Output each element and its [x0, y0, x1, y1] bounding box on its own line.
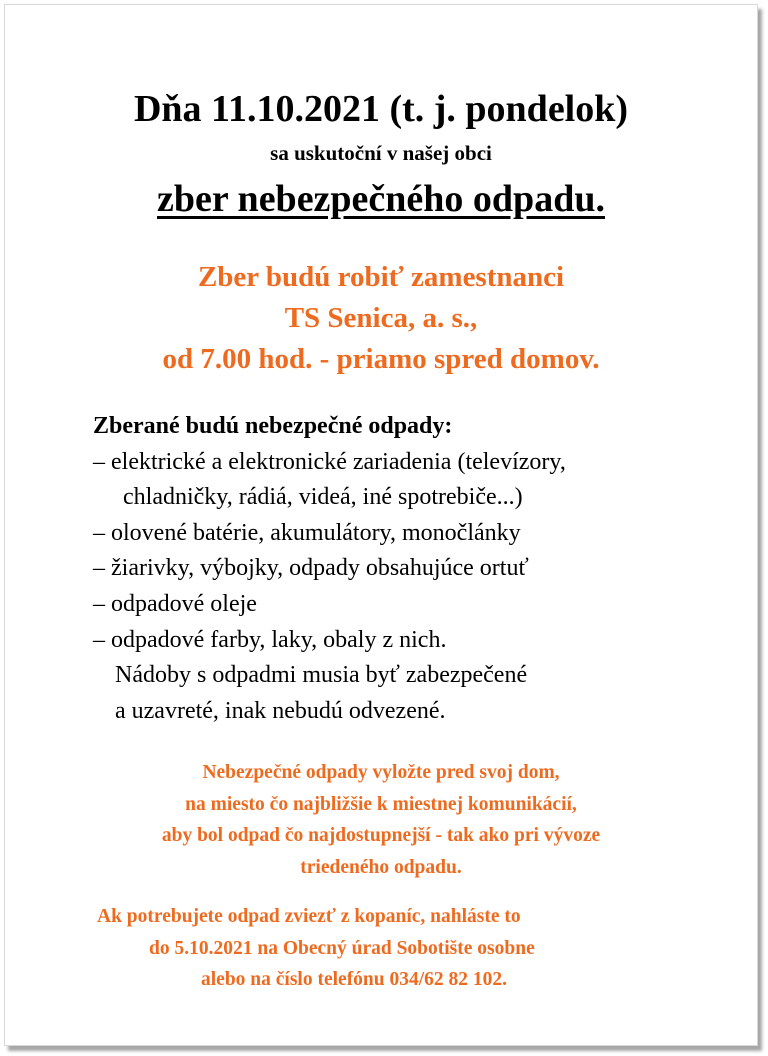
list-item: a uzavreté, inak nebudú odvezené. [115, 697, 446, 724]
waste-list [93, 409, 566, 729]
list-item: chladničky, rádiá, videá, iné spotrebiče...) [123, 484, 523, 511]
list-item: – elektrické a elektronické zariadenia (televízory, [93, 448, 566, 475]
contact-note-line: do 5.10.2021 na Obecný úrad Sobotište osobne [149, 937, 535, 959]
list-item: – odpadové farby, laky, obaly z nich. [93, 626, 447, 653]
placement-note-line: Nebezpečné odpady vyložte pred svoj dom, [202, 762, 560, 783]
placement-note-line: na miesto čo najbližšie k miestnej komunikácií, [185, 793, 577, 815]
waste-list-heading: Zberané budú nebezpečné odpady: [93, 413, 453, 439]
list-item: – odpadové oleje [93, 590, 257, 617]
collector-line: od 7.00 hod. - priamo spred domov. [162, 343, 600, 375]
placement-note [5, 757, 757, 883]
notice-sheet [4, 4, 758, 1046]
list-item: – olovené batérie, akumulátory, monočlánky [93, 519, 521, 546]
placement-note-line: triedeného odpadu. [300, 856, 462, 878]
collector-line: Zber budú robiť zamestnanci [197, 261, 565, 293]
event-main-title: zber nebezpečného odpadu. [157, 178, 605, 220]
contact-note-line: alebo na číslo telefónu 034/62 82 102. [201, 969, 508, 990]
contact-note-line: Ak potrebujete odpad zviezť z kopaníc, nahláste to [97, 906, 521, 927]
event-date-title: Dňa 11.10.2021 (t. j. pondelok) [133, 88, 629, 130]
list-item: – žiarivky, výbojky, odpady obsahujúce ortuť [93, 555, 529, 582]
collector-line: TS Senica, a. s., [284, 302, 478, 334]
collector-info [5, 257, 757, 380]
event-subtitle: sa uskutoční v našej obci [270, 141, 492, 165]
placement-note-line: aby bol odpad čo najdostupnejší - tak ako pri vývoze [161, 825, 601, 846]
list-item: Nádoby s odpadmi musia byť zabezpečené [115, 662, 528, 689]
